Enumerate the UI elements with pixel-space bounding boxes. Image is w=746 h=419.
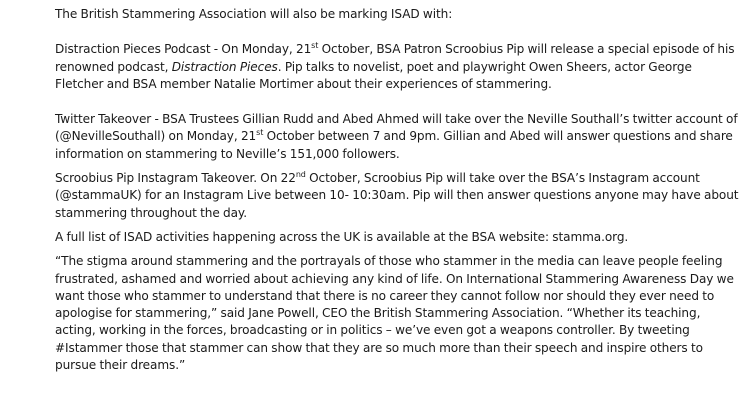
instagram-text-b: October, Scroobius Pip will take over the BSA’s Instagram account (@stammaUK) for an Instagram Live between 10- 10:30am. Pip will then answer questions anyone may have about stammering throughout the day. xyxy=(55,171,739,220)
podcast-paragraph xyxy=(55,41,740,93)
twitter-date-suffix: st xyxy=(256,128,264,138)
instagram-paragraph xyxy=(55,170,740,222)
quote-paragraph: “The stigma around stammering and the portrayals of those who stammer in the media can leave people feeling frustrated, ashamed and worried about achieving any kind of life. On International Stammering Awareness Day we want those who stammer to understand that there is no career they cannot follow nor should they ever need to apologise for stammering,” said Jane Powell, CEO the British Stammering Association. “Whether its teaching, acting, working in the forces, broadcasting or in politics – we’ve even got a weapons controller. By tweeting #Istammer those that stammer can show that they are so much more than their speech and inspire others to pursue their dreams.” xyxy=(55,254,734,373)
podcast-text-a: Distraction Pieces Podcast - On Monday, 21 xyxy=(55,42,312,57)
podcast-date-suffix: st xyxy=(311,41,319,51)
intro-paragraph: The British Stammering Association will also be marking ISAD with: xyxy=(55,7,453,21)
document-body xyxy=(55,6,740,374)
activities-paragraph: A full list of ISAD activities happening across the UK is available at the BSA website: stamma.org. xyxy=(55,229,629,244)
twitter-paragraph xyxy=(55,111,740,163)
podcast-title: Distraction Pieces xyxy=(171,59,278,74)
twitter-text-a: Twitter Takeover - BSA Trustees Gillian Rudd and Abed Ahmed will take over the Neville Southall’s twitter account of (@NevilleSouthall) on Monday, 21 xyxy=(55,112,738,144)
instagram-text-a: Scroobius Pip Instagram Takeover. On 22 xyxy=(55,171,296,186)
instagram-date-suffix: nd xyxy=(295,170,306,180)
podcast-text-b: October, BSA Patron Scroobius Pip will release a special episode of his renowned podcast, xyxy=(55,42,735,74)
twitter-text-b: October between 7 and 9pm. Gillian and Abed will answer questions and share information on stammering to Neville’s 151,000 followers. xyxy=(55,129,733,161)
podcast-text-c: . Pip talks to novelist, poet and playwright Owen Sheers, actor George Fletcher and BSA member Natalie Mortimer about their experiences of stammering. xyxy=(55,59,692,91)
